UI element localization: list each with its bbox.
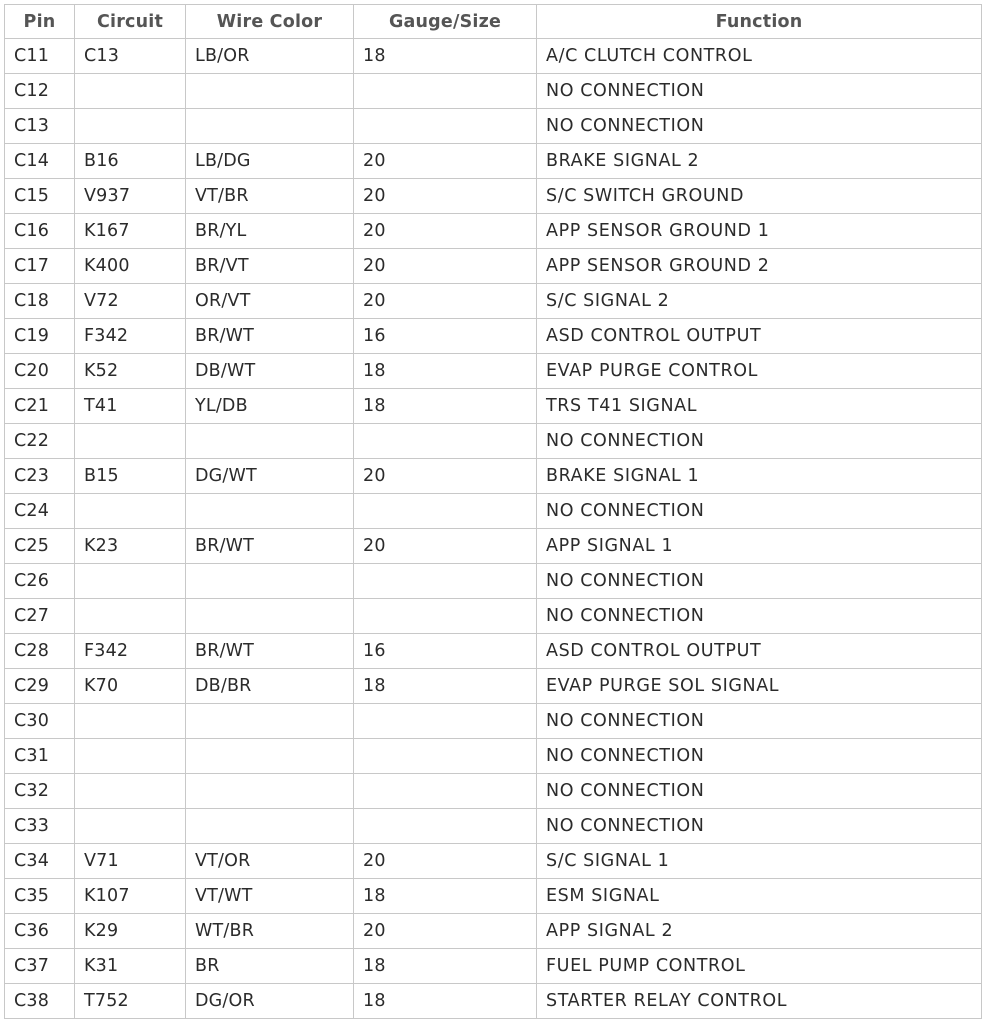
cell-circuit: [75, 774, 186, 809]
cell-circuit: F342: [75, 634, 186, 669]
cell-pin: C16: [5, 214, 75, 249]
cell-gauge-size: 18: [354, 949, 537, 984]
cell-pin: C28: [5, 634, 75, 669]
cell-wire-color: [186, 109, 354, 144]
cell-gauge-size: 20: [354, 249, 537, 284]
cell-function: APP SIGNAL 1: [537, 529, 982, 564]
cell-gauge-size: 20: [354, 529, 537, 564]
cell-pin: C22: [5, 424, 75, 459]
header-function: Function: [537, 5, 982, 39]
cell-gauge-size: 20: [354, 844, 537, 879]
cell-function: NO CONNECTION: [537, 809, 982, 844]
cell-circuit: [75, 74, 186, 109]
cell-wire-color: LB/DG: [186, 144, 354, 179]
cell-pin: C33: [5, 809, 75, 844]
cell-pin: C29: [5, 669, 75, 704]
cell-circuit: K400: [75, 249, 186, 284]
cell-pin: C34: [5, 844, 75, 879]
table-row: [5, 249, 982, 284]
cell-wire-color: [186, 704, 354, 739]
table-row: [5, 284, 982, 319]
cell-gauge-size: [354, 494, 537, 529]
cell-wire-color: [186, 564, 354, 599]
cell-function: NO CONNECTION: [537, 704, 982, 739]
cell-wire-color: VT/OR: [186, 844, 354, 879]
cell-circuit: V72: [75, 284, 186, 319]
table-body: [5, 39, 982, 1019]
cell-function: NO CONNECTION: [537, 109, 982, 144]
table-row: [5, 494, 982, 529]
cell-wire-color: VT/WT: [186, 879, 354, 914]
cell-function: NO CONNECTION: [537, 74, 982, 109]
table-row: [5, 179, 982, 214]
cell-gauge-size: 18: [354, 389, 537, 424]
table-row: [5, 529, 982, 564]
pinout-table-container: [4, 4, 982, 1019]
table-row: [5, 214, 982, 249]
cell-gauge-size: [354, 704, 537, 739]
cell-pin: C32: [5, 774, 75, 809]
cell-wire-color: YL/DB: [186, 389, 354, 424]
cell-circuit: [75, 739, 186, 774]
cell-circuit: B15: [75, 459, 186, 494]
cell-function: ASD CONTROL OUTPUT: [537, 634, 982, 669]
table-row: [5, 424, 982, 459]
header-gauge-size: Gauge/Size: [354, 5, 537, 39]
cell-wire-color: DB/WT: [186, 354, 354, 389]
cell-function: EVAP PURGE SOL SIGNAL: [537, 669, 982, 704]
cell-circuit: T752: [75, 984, 186, 1019]
table-row: [5, 984, 982, 1019]
cell-wire-color: DG/WT: [186, 459, 354, 494]
table-row: [5, 319, 982, 354]
cell-circuit: K23: [75, 529, 186, 564]
cell-gauge-size: [354, 774, 537, 809]
cell-pin: C36: [5, 914, 75, 949]
table-row: [5, 599, 982, 634]
cell-function: STARTER RELAY CONTROL: [537, 984, 982, 1019]
cell-circuit: [75, 564, 186, 599]
cell-circuit: C13: [75, 39, 186, 74]
cell-function: EVAP PURGE CONTROL: [537, 354, 982, 389]
cell-wire-color: OR/VT: [186, 284, 354, 319]
table-row: [5, 354, 982, 389]
cell-function: TRS T41 SIGNAL: [537, 389, 982, 424]
cell-gauge-size: 20: [354, 284, 537, 319]
cell-function: S/C SWITCH GROUND: [537, 179, 982, 214]
table-row: [5, 914, 982, 949]
cell-circuit: K52: [75, 354, 186, 389]
cell-gauge-size: 20: [354, 179, 537, 214]
cell-function: BRAKE SIGNAL 2: [537, 144, 982, 179]
header-pin: Pin: [5, 5, 75, 39]
cell-wire-color: BR/WT: [186, 319, 354, 354]
cell-circuit: T41: [75, 389, 186, 424]
table-row: [5, 774, 982, 809]
cell-circuit: [75, 704, 186, 739]
cell-function: NO CONNECTION: [537, 424, 982, 459]
cell-gauge-size: [354, 109, 537, 144]
cell-circuit: K29: [75, 914, 186, 949]
cell-pin: C14: [5, 144, 75, 179]
table-row: [5, 74, 982, 109]
cell-pin: C37: [5, 949, 75, 984]
cell-pin: C26: [5, 564, 75, 599]
table-row: [5, 459, 982, 494]
header-wire-color: Wire Color: [186, 5, 354, 39]
cell-gauge-size: 20: [354, 214, 537, 249]
cell-circuit: [75, 599, 186, 634]
cell-circuit: V71: [75, 844, 186, 879]
cell-function: APP SENSOR GROUND 1: [537, 214, 982, 249]
cell-gauge-size: 16: [354, 319, 537, 354]
cell-circuit: [75, 424, 186, 459]
cell-function: BRAKE SIGNAL 1: [537, 459, 982, 494]
cell-circuit: B16: [75, 144, 186, 179]
cell-wire-color: BR/WT: [186, 634, 354, 669]
cell-gauge-size: [354, 809, 537, 844]
cell-pin: C23: [5, 459, 75, 494]
cell-wire-color: [186, 74, 354, 109]
cell-pin: C25: [5, 529, 75, 564]
cell-pin: C20: [5, 354, 75, 389]
cell-pin: C35: [5, 879, 75, 914]
cell-gauge-size: 18: [354, 669, 537, 704]
cell-circuit: F342: [75, 319, 186, 354]
cell-gauge-size: [354, 739, 537, 774]
cell-wire-color: [186, 774, 354, 809]
cell-gauge-size: 18: [354, 354, 537, 389]
cell-function: S/C SIGNAL 1: [537, 844, 982, 879]
cell-function: A/C CLUTCH CONTROL: [537, 39, 982, 74]
cell-circuit: [75, 494, 186, 529]
cell-function: APP SIGNAL 2: [537, 914, 982, 949]
table-row: [5, 389, 982, 424]
table-row: [5, 879, 982, 914]
cell-gauge-size: 18: [354, 39, 537, 74]
table-row: [5, 809, 982, 844]
table-row: [5, 634, 982, 669]
cell-wire-color: BR/WT: [186, 529, 354, 564]
table-row: [5, 844, 982, 879]
cell-pin: C31: [5, 739, 75, 774]
cell-gauge-size: [354, 564, 537, 599]
cell-circuit: K167: [75, 214, 186, 249]
cell-wire-color: [186, 739, 354, 774]
cell-pin: C24: [5, 494, 75, 529]
cell-function: NO CONNECTION: [537, 494, 982, 529]
cell-gauge-size: [354, 424, 537, 459]
cell-wire-color: DB/BR: [186, 669, 354, 704]
cell-circuit: K70: [75, 669, 186, 704]
cell-pin: C13: [5, 109, 75, 144]
pinout-table: [4, 4, 982, 1019]
cell-function: ESM SIGNAL: [537, 879, 982, 914]
cell-circuit: V937: [75, 179, 186, 214]
cell-function: FUEL PUMP CONTROL: [537, 949, 982, 984]
table-header: [5, 5, 982, 39]
cell-wire-color: VT/BR: [186, 179, 354, 214]
cell-function: NO CONNECTION: [537, 739, 982, 774]
cell-function: ASD CONTROL OUTPUT: [537, 319, 982, 354]
table-row: [5, 949, 982, 984]
cell-pin: C19: [5, 319, 75, 354]
table-row: [5, 109, 982, 144]
table-row: [5, 739, 982, 774]
table-row: [5, 39, 982, 74]
cell-wire-color: BR/YL: [186, 214, 354, 249]
cell-gauge-size: [354, 599, 537, 634]
header-circuit: Circuit: [75, 5, 186, 39]
cell-wire-color: [186, 424, 354, 459]
cell-pin: C11: [5, 39, 75, 74]
cell-wire-color: DG/OR: [186, 984, 354, 1019]
table-row: [5, 144, 982, 179]
cell-circuit: K31: [75, 949, 186, 984]
cell-gauge-size: 18: [354, 984, 537, 1019]
cell-gauge-size: 20: [354, 144, 537, 179]
cell-function: NO CONNECTION: [537, 564, 982, 599]
cell-wire-color: [186, 599, 354, 634]
cell-pin: C38: [5, 984, 75, 1019]
cell-circuit: [75, 109, 186, 144]
cell-gauge-size: 20: [354, 459, 537, 494]
cell-gauge-size: 16: [354, 634, 537, 669]
cell-pin: C30: [5, 704, 75, 739]
cell-function: S/C SIGNAL 2: [537, 284, 982, 319]
cell-circuit: [75, 809, 186, 844]
cell-circuit: K107: [75, 879, 186, 914]
cell-wire-color: WT/BR: [186, 914, 354, 949]
cell-pin: C21: [5, 389, 75, 424]
cell-gauge-size: 18: [354, 879, 537, 914]
cell-pin: C12: [5, 74, 75, 109]
cell-wire-color: LB/OR: [186, 39, 354, 74]
cell-wire-color: [186, 494, 354, 529]
cell-pin: C17: [5, 249, 75, 284]
table-row: [5, 564, 982, 599]
cell-wire-color: BR/VT: [186, 249, 354, 284]
cell-pin: C18: [5, 284, 75, 319]
cell-function: APP SENSOR GROUND 2: [537, 249, 982, 284]
header-row: [5, 5, 982, 39]
table-row: [5, 704, 982, 739]
cell-pin: C27: [5, 599, 75, 634]
cell-function: NO CONNECTION: [537, 599, 982, 634]
table-row: [5, 669, 982, 704]
cell-gauge-size: 20: [354, 914, 537, 949]
cell-function: NO CONNECTION: [537, 774, 982, 809]
cell-pin: C15: [5, 179, 75, 214]
cell-wire-color: [186, 809, 354, 844]
cell-wire-color: BR: [186, 949, 354, 984]
cell-gauge-size: [354, 74, 537, 109]
